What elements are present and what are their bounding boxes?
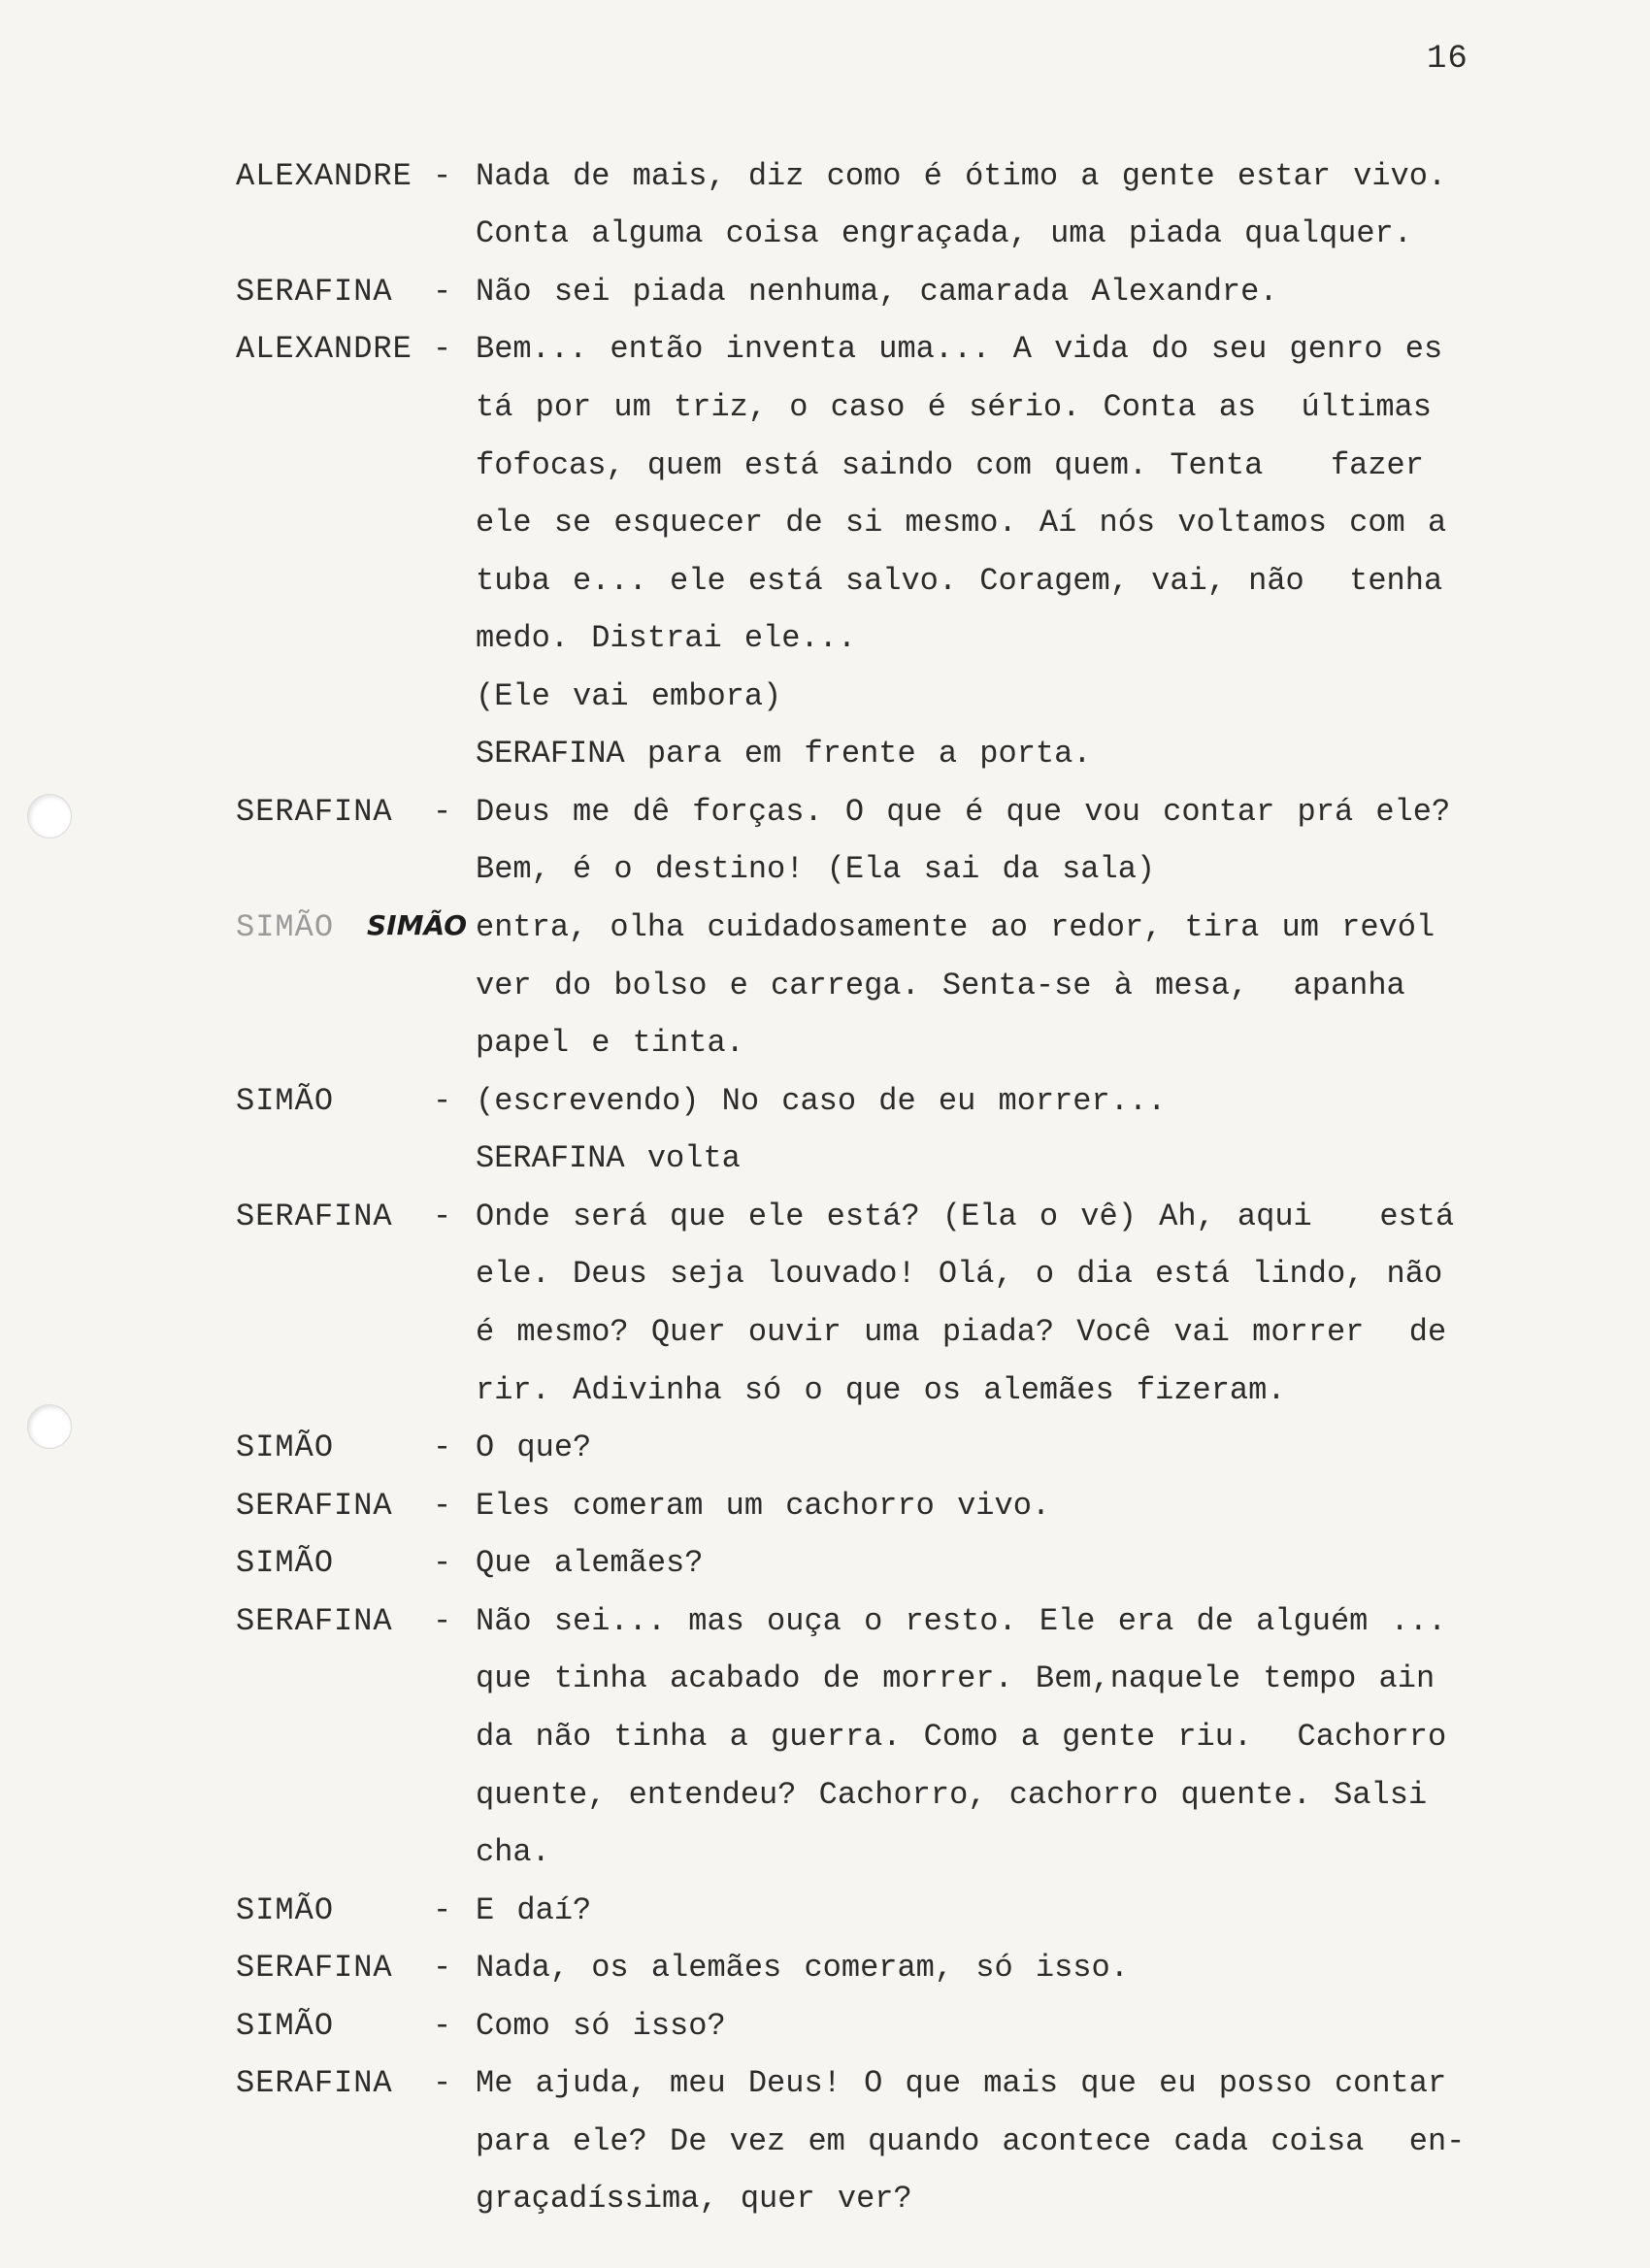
dialogue-text: Como só isso?: [476, 2008, 726, 2044]
dialogue-text: graçadíssima, quer ver?: [476, 2181, 912, 2217]
dialogue-text: Não sei piada nenhuma, camarada Alexandre.: [476, 274, 1278, 310]
dialogue-text: ele se esquecer de si mesmo. Aí nós voltamos com a: [476, 505, 1447, 541]
speaker-dash: -: [433, 1430, 452, 1465]
dialogue-text: Nada de mais, diz como é ótimo a gente estar vivo.: [476, 158, 1447, 194]
speaker-dash: -: [433, 2065, 452, 2101]
dialogue-text: cha.: [476, 1834, 550, 1870]
script-line: [0, 274, 1650, 332]
script-line: [0, 505, 1650, 563]
dialogue-text: papel e tinta.: [476, 1025, 744, 1061]
dialogue-text: Que alemães?: [476, 1545, 704, 1581]
speaker-name: SERAFINA: [236, 2065, 393, 2101]
dialogue-text: quente, entendeu? Cachorro, cachorro quente. Salsi: [476, 1777, 1428, 1813]
dialogue-text: entra, olha cuidadosamente ao redor, tira um revól: [476, 909, 1436, 945]
script-line: [0, 1430, 1650, 1488]
speaker-name: SIMÃO: [236, 1892, 335, 1928]
dialogue-text: Me ajuda, meu Deus! O que mais que eu posso contar: [476, 2065, 1447, 2101]
dialogue-text: SERAFINA volta: [476, 1140, 741, 1176]
dialogue-text: fofocas, quem está saindo com quem. Tenta fazer: [476, 447, 1424, 483]
dialogue-text: ele. Deus seja louvado! Olá, o dia está lindo, não: [476, 1256, 1443, 1292]
speaker-dash: -: [433, 794, 452, 830]
dialogue-text: Bem, é o destino! (Ela sai da sala): [476, 851, 1156, 887]
script-line: [0, 563, 1650, 621]
speaker-name: ALEXANDRE: [236, 331, 412, 367]
script-line: [0, 2181, 1650, 2239]
script-line: [0, 1199, 1650, 1257]
script-line: [0, 736, 1650, 794]
script-line: [0, 2123, 1650, 2182]
script-line: [0, 158, 1650, 216]
dialogue-text: Nada, os alemães comeram, só isso.: [476, 1950, 1129, 1986]
dialogue-text: tuba e... ele está salvo. Coragem, vai, não tenha: [476, 563, 1443, 599]
dialogue-text: Bem... então inventa uma... A vida do seu genro es: [476, 331, 1443, 367]
speaker-name: SERAFINA: [236, 1950, 393, 1986]
speaker-name: SIMÃO: [236, 1430, 335, 1465]
script-line: [0, 1892, 1650, 1951]
script-line: [0, 1025, 1650, 1083]
page-number: 16: [1427, 41, 1468, 78]
dialogue-text: (Ele vai embora): [476, 678, 782, 714]
speaker-name: SERAFINA: [236, 1199, 393, 1234]
script-line: [0, 968, 1650, 1026]
speaker-name: SIMÃO: [236, 1545, 335, 1581]
script-line: [0, 1314, 1650, 1372]
dialogue-text: ver do bolso e carrega. Senta-se à mesa, apanha: [476, 968, 1405, 1003]
dialogue-text: Deus me dê forças. O que é que vou contar prá ele?: [476, 794, 1451, 830]
script-line: [0, 1256, 1650, 1314]
script-line: [0, 1488, 1650, 1546]
script-line: [0, 794, 1650, 852]
script-line: [0, 1660, 1650, 1719]
speaker-dash: -: [433, 274, 452, 310]
dialogue-text: tá por um triz, o caso é sério. Conta as últimas: [476, 389, 1432, 425]
struck-speaker-name: SIMÃO: [236, 909, 335, 945]
script-line: [0, 1719, 1650, 1777]
speaker-name: SIMÃO: [236, 2008, 335, 2044]
script-line: [0, 2008, 1650, 2066]
script-line: [0, 1950, 1650, 2008]
script-line: [0, 620, 1650, 678]
dialogue-text: medo. Distrai ele...: [476, 620, 857, 656]
script-line: [0, 909, 1650, 968]
speaker-name: SERAFINA: [236, 274, 393, 310]
speaker-dash: -: [433, 158, 452, 194]
dialogue-text: Conta alguma coisa engraçada, uma piada qualquer.: [476, 215, 1412, 251]
dialogue-text: da não tinha a guerra. Como a gente riu. Cachorro: [476, 1719, 1447, 1755]
script-line: [0, 1777, 1650, 1835]
dialogue-text: para ele? De vez em quando acontece cada coisa en-: [476, 2123, 1466, 2159]
dialogue-text: Eles comeram um cachorro vivo.: [476, 1488, 1051, 1524]
script-line: [0, 1834, 1650, 1892]
dialogue-text: que tinha acabado de morrer. Bem,naquele tempo ain: [476, 1660, 1436, 1696]
speaker-dash: -: [433, 1950, 452, 1986]
dialogue-text: rir. Adivinha só o que os alemães fizeram.: [476, 1372, 1286, 1408]
speaker-dash: -: [433, 1488, 452, 1524]
script-line: [0, 678, 1650, 737]
speaker-name: SERAFINA: [236, 1488, 393, 1524]
speaker-dash: -: [433, 1083, 452, 1119]
speaker-name: SERAFINA: [236, 794, 393, 830]
script-line: [0, 1140, 1650, 1199]
dialogue-text: SERAFINA para em frente a porta.: [476, 736, 1092, 772]
dialogue-text: O que?: [476, 1430, 592, 1465]
script-line: [0, 1372, 1650, 1430]
dialogue-text: Onde será que ele está? (Ela o vê) Ah, aqui está: [476, 1199, 1455, 1234]
script-line: [0, 1603, 1650, 1661]
speaker-dash: -: [433, 331, 452, 367]
script-line: [0, 331, 1650, 389]
handwritten-speaker-name: SIMÃO: [367, 909, 468, 941]
speaker-dash: -: [433, 1603, 452, 1639]
dialogue-text: (escrevendo) No caso de eu morrer...: [476, 1083, 1167, 1119]
dialogue-text: é mesmo? Quer ouvir uma piada? Você vai morrer de: [476, 1314, 1447, 1350]
dialogue-text: E daí?: [476, 1892, 592, 1928]
speaker-dash: -: [433, 1199, 452, 1234]
speaker-dash: -: [433, 1892, 452, 1928]
speaker-name: ALEXANDRE: [236, 158, 412, 194]
script-line: [0, 2065, 1650, 2123]
script-line: [0, 851, 1650, 909]
script-line: [0, 447, 1650, 506]
script-line: [0, 389, 1650, 447]
speaker-dash: -: [433, 1545, 452, 1581]
speaker-dash: -: [433, 2008, 452, 2044]
script-line: [0, 215, 1650, 274]
script-line: [0, 1083, 1650, 1141]
speaker-name: SERAFINA: [236, 1603, 393, 1639]
speaker-name: SIMÃO: [236, 1083, 335, 1119]
dialogue-text: Não sei... mas ouça o resto. Ele era de alguém ...: [476, 1603, 1447, 1639]
script-line: [0, 1545, 1650, 1603]
